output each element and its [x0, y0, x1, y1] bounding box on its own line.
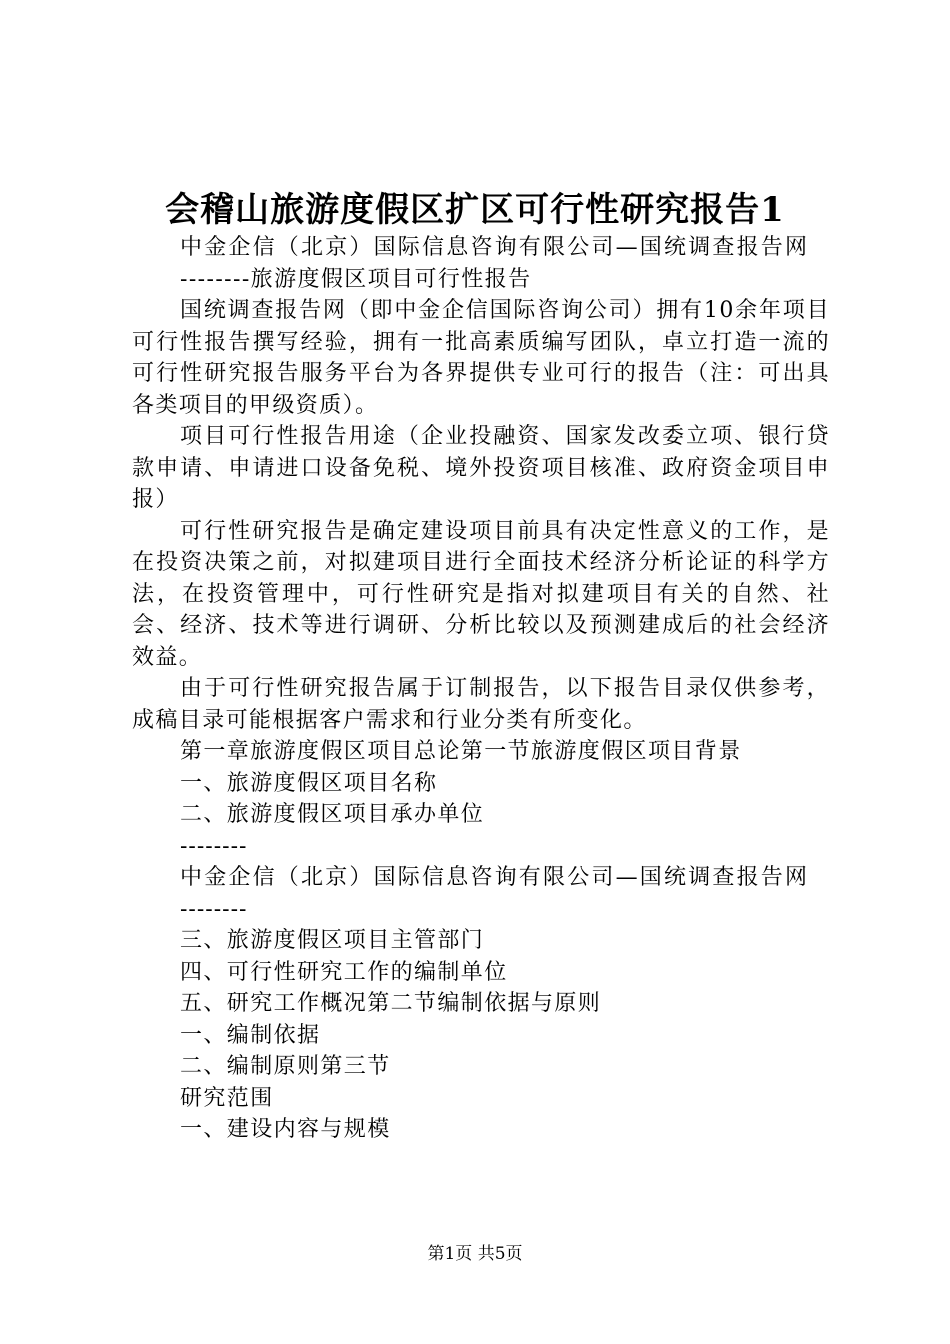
document-body	[132, 232, 830, 1146]
page-footer: 第1页 共5页	[427, 1244, 523, 1264]
toc-item: 五、研究工作概况第二节编制依据与原则	[180, 991, 602, 1016]
toc-item: 一、建设内容与规模	[180, 1117, 391, 1142]
document-title: 会稽山旅游度假区扩区可行性研究报告1	[165, 190, 785, 230]
toc-item: 二、编制原则第三节	[180, 1054, 391, 1079]
usage-paragraph: 项目可行性报告用途（企业投融资、国家发改委立项、银行贷款申请、申请进口设备免税、境外投资项目核准、政府资金项目申报）	[132, 424, 830, 512]
company-paragraph: 中金企信（北京）国际信息咨询有限公司—国统调查报告网	[180, 235, 810, 260]
chapter-heading: 第一章旅游度假区项目总论第一节旅游度假区项目背景	[180, 739, 742, 764]
definition-paragraph: 可行性研究报告是确定建设项目前具有决定性意义的工作，是在投资决策之前，对拟建项目进行全面技术经济分析论证的科学方法，在投资管理中，可行性研究是指对拟建项目有关的自然、社会、经济、技术等进行调研、分析比较以及预测建成后的社会经济效益。	[132, 518, 830, 670]
company-paragraph-repeat: 中金企信（北京）国际信息咨询有限公司—国统调查报告网	[180, 865, 810, 890]
intro-paragraph: 国统调查报告网（即中金企信国际咨询公司）拥有10余年项目可行性报告撰写经验，拥有一批高素质编写团队，卓立打造一流的可行性研究报告服务平台为各界提供专业可行的报告（注：可出具各类项目的甲级资质）。	[132, 298, 830, 418]
toc-item: 一、编制依据	[180, 1022, 321, 1048]
note-paragraph: 由于可行性研究报告属于订制报告，以下报告目录仅供参考，成稿目录可能根据客户需求和行业分类有所变化。	[132, 676, 830, 733]
dash-separator: --------	[180, 896, 248, 922]
toc-item: 三、旅游度假区项目主管部门	[180, 928, 485, 953]
toc-item: 一、旅游度假区项目名称	[180, 770, 438, 796]
toc-item: 四、可行性研究工作的编制单位	[180, 959, 508, 985]
toc-item: 二、旅游度假区项目承办单位	[180, 802, 485, 827]
toc-item: 研究范围	[180, 1085, 274, 1111]
report-subtitle: --------旅游度假区项目可行性报告	[180, 266, 532, 292]
dash-separator: --------	[180, 833, 248, 859]
